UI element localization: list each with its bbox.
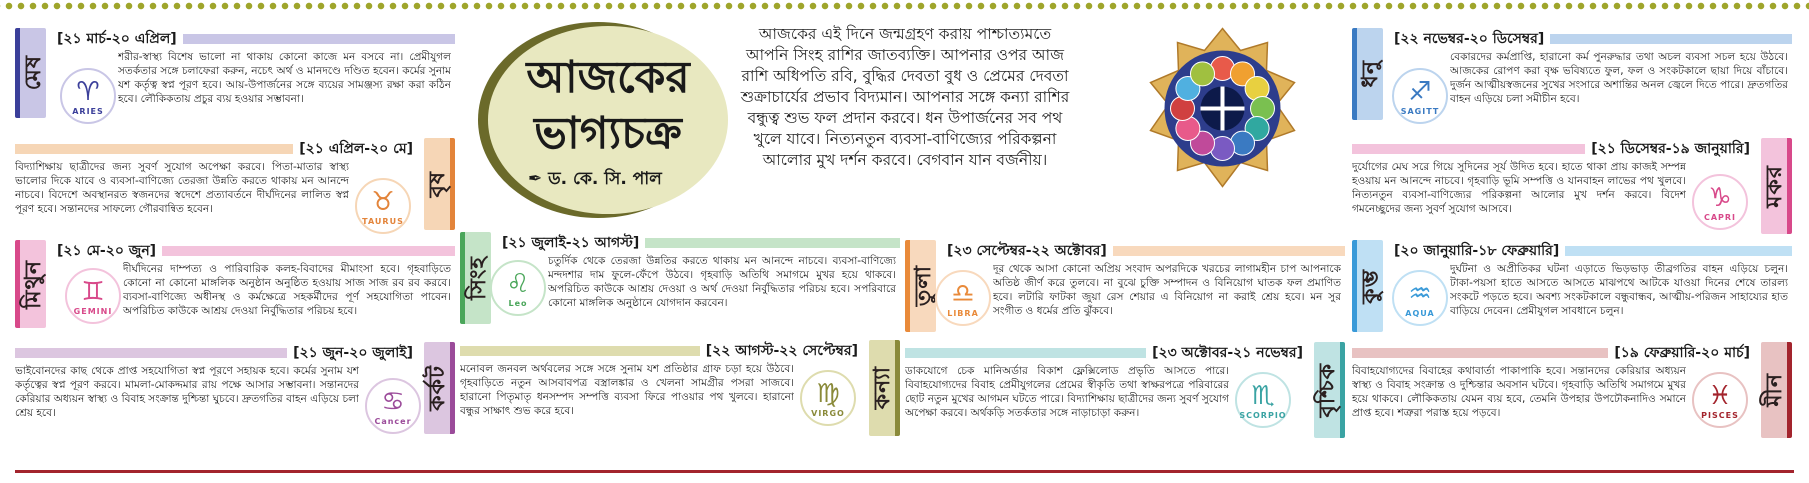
date-bar [183, 34, 455, 44]
author-name: ড. কে. সি. পাল [548, 169, 662, 189]
sign-name: মীন [1761, 373, 1787, 407]
sign-name: মকর [1761, 164, 1787, 208]
sign-dates: [২১ জুন-২০ জুলাই] [293, 345, 413, 361]
page-title-line2: ভাগ্যচক্র [534, 108, 682, 159]
sign-name-tab-kanya [869, 340, 900, 436]
zodiac-label: ARIES [72, 106, 104, 116]
zodiac-symbol: ♋ [381, 386, 405, 417]
zodiac-label: PISCES [1701, 410, 1739, 420]
date-row-mithun [51, 240, 455, 262]
tula-zodiac-icon [935, 270, 991, 326]
date-bar [1352, 144, 1585, 154]
sign-dates: [২৩ সেপ্টেম্বর-২২ অক্টোবর] [947, 243, 1107, 259]
pen-icon: ✒ [528, 169, 543, 189]
sign-name-tab-mesh [15, 28, 46, 118]
zodiac-label: VIRGO [811, 408, 845, 418]
sign-section-mithun [15, 240, 455, 336]
sign-section-mesh [15, 28, 455, 132]
date-row-kanya [460, 340, 864, 362]
meen-zodiac-icon [1692, 372, 1748, 428]
zodiac-label: SAGITT [1400, 106, 1440, 116]
date-bar [1565, 246, 1792, 256]
sign-name-tab-meen [1761, 342, 1792, 438]
sign-name: কর্কট [424, 365, 450, 411]
date-row-makar [1352, 138, 1756, 160]
sign-dates: [২০ জানুয়ারি-১৮ ফেব্রুয়ারি] [1394, 243, 1560, 259]
zodiac-label: AQUA [1405, 308, 1435, 318]
sign-name: মিথুন [20, 259, 46, 309]
sign-name: তুলা [910, 265, 936, 307]
sign-section-kumbha [1352, 240, 1792, 336]
horoscope-text-kumbha: দুর্ঘটনা ও অপ্রীতিকর ঘটনা এড়াতে ভিড়ভাড় তীব্রগতির বাহন এড়িয়ে চলুন। টাকা-পয়সা হাতে আসতে আসতে মাঝপথে আটকে যাওয়া দিনের শেষে তারল্য সংকটে পড়তে হবে। অবশ্য সংকটকালে বন্ধুবান্ধব, আত্মীয়-পরিজন সাহায্যের হাত বাড়িয়ে দেবেন। প্রেমীযুগল সাবধানে চলুন। [1450, 263, 1788, 317]
sign-section-brischik [905, 342, 1345, 452]
zodiac-label: GEMINI [73, 306, 113, 316]
sign-section-kanya [460, 340, 900, 450]
zodiac-label: LIBRA [947, 308, 979, 318]
sign-name: মেষ [20, 55, 46, 91]
zodiac-wheel-icon [1140, 26, 1305, 191]
date-bar [15, 348, 287, 358]
zodiac-label: TAURUS [362, 216, 404, 226]
zodiac-symbol: ♏ [1251, 380, 1275, 411]
zodiac-symbol: ♐ [1408, 76, 1432, 107]
kanya-zodiac-icon [800, 370, 856, 426]
horoscope-text-mesh: শরীর-স্বাস্থ্য বিশেষ ভালো না থাকায় কোনো কাজে মন বসবে না। প্রেমীযুগল সতর্কতার সঙ্গে চলাফেরা করুন, নচেৎ অর্থ ও মানদণ্ডে দণ্ডিত হবেন। কর্মের সুনাম যশ কর্তৃত্ব স্বপ্ন পূরণ হবে। আয়-উপার্জনের সঙ্গে ব্যয়ের সামঞ্জস্য রক্ষা করা কঠিন হবে। লৌকিকতায় প্রচুর ব্যয় হওয়ার সম্ভাবনা। [118, 51, 451, 105]
sign-name-tab-makar [1761, 138, 1792, 234]
brischik-zodiac-icon [1235, 372, 1291, 428]
horoscope-text-karkat: ভাইবোনদের কাছ থেকে প্রাপ্ত সহযোগিতা স্বপ্ন পূরণে সহায়ক হবে। কর্মের সুনাম যশ কর্তৃত্বের স্বপ্ন পূরণ করবে। মামলা-মোকদ্দমার রায় পক্ষে আসার সম্ভাবনা। সন্তানদের কেরিয়ার অধ্যয়ন স্বাস্থ্য ও বিবাহ সংক্রান্ত দুশ্চিন্তা ঘুচবে। দ্রুতগতির বাহন এড়িয়ে চলা শ্রেয় হবে। [15, 365, 359, 419]
sign-dates: [২২ নভেম্বর-২০ ডিসেম্বর] [1394, 31, 1545, 47]
horoscope-text-brisha: বিদ্যাশিক্ষায় ছাত্রীদের জন্য সুবর্ণ সুযোগ অপেক্ষা করবে। পিতা-মাতার স্বাস্থ্য ভালোর দিকে যাবে ও ব্যবসা-বাণিজ্যে তেরজা উন্নতি করতে থাকায় মন আনন্দে নাচবে। বিদেশে অবস্থানরত স্বজনদের স্বদেশে প্রত্যাবর্তনে দীর্ঘদিনের লালিত স্বপ্ন পূরণ হবে। সন্তানদের সাফল্যে গৌরবান্বিত হবেন। [15, 161, 349, 215]
date-row-dhanu [1388, 28, 1792, 50]
sign-dates: [১৯ ফেব্রুয়ারি-২০ মার্চ] [1614, 345, 1750, 361]
sign-dates: [২২ আগস্ট-২২ সেপ্টেম্বর] [705, 343, 858, 359]
date-row-mesh [51, 28, 455, 50]
sign-name-tab-karkat [424, 342, 455, 434]
date-bar [1550, 34, 1792, 44]
brisha-zodiac-icon [355, 178, 411, 234]
date-row-meen [1352, 342, 1756, 364]
makar-zodiac-icon [1692, 174, 1748, 230]
sign-name-tab-kumbha [1352, 240, 1383, 332]
intro-paragraph: আজকের এই দিনে জন্মগ্রহণ করায় পাশ্চাত্যমতে আপনি সিংহ রাশির জাতব্যক্তি। আপনার ওপর আজ রাশি অধিপতি রবি, বুদ্ধির দেবতা বুধ ও প্রেমের দেবতা শুক্রাচার্যের প্রভাব বিদ্যমান। আপনার সঙ্গে কন্যা রাশির বন্ধুত্ব শুভ ফল প্রদান করবে। ধন উপার্জনের সব পথ খুলে যাবে। নিত্যনতুন ব্যবসা-বাণিজ্যের পরিকল্পনা আলোর মুখ দর্শন করবে। বেগবান যান বর্জনীয়। [740, 25, 1070, 169]
sign-name: বৃশ্চিক [1314, 362, 1340, 418]
mesh-zodiac-icon [60, 68, 116, 124]
author-byline [528, 166, 662, 194]
zodiac-symbol: ♌ [506, 268, 530, 299]
zodiac-label: CAPRI [1703, 212, 1737, 222]
sign-section-brisha [15, 138, 455, 238]
date-row-brisha [15, 138, 419, 160]
dotted-border [0, 0, 1809, 12]
page-title-line1: আজকের [526, 52, 690, 103]
sign-section-tula [905, 240, 1345, 336]
sign-name-tab-tula [905, 240, 936, 332]
bottom-rule [15, 470, 1794, 473]
zodiac-symbol: ♑ [1708, 182, 1732, 213]
date-bar [15, 144, 293, 154]
sign-section-meen [1352, 342, 1792, 452]
date-row-brischik [905, 342, 1309, 364]
date-bar [1352, 348, 1608, 358]
horoscope-text-dhanu: বেকারদের কর্মপ্রাপ্তি, হারানো কর্ম পুনরুদ্ধার তথা অচল ব্যবসা সচল হয়ে উঠবে। আজকের রোপণ করা বৃক্ষ ভবিষ্যতে ফুল, ফল ও সংকটকালে ছায়া দিয়ে বাঁচাবে। দুর্জন আত্মীয়স্বজনের সুখের সংসারে অশান্তির অনল জ্বেলে দিতে পারে। দ্রুতগতির বাহন এড়িয়ে চলা সমীচীন হবে। [1450, 51, 1788, 105]
sign-name: সিংহ [465, 256, 491, 300]
karkat-zodiac-icon [365, 378, 421, 434]
zodiac-label: Cancer [374, 416, 412, 426]
sign-dates: [২১ মার্চ-২০ এপ্রিল] [57, 31, 177, 47]
dhanu-zodiac-icon [1392, 68, 1448, 124]
sign-dates: [২১ মে-২০ জুন] [57, 243, 157, 259]
mithun-zodiac-icon [65, 268, 121, 324]
date-bar [460, 346, 700, 356]
date-row-tula [941, 240, 1345, 262]
horoscope-text-tula: দূর থেকে আসা কোনো অপ্রিয় সংবাদ অপরদিকে খরচের লাগামহীন চাপ আপনাকে অতিষ্ঠ জীর্ণ করে তুলবে। না বুঝে চুক্তি সম্পাদন ও বিনিয়োগ ঘাতক ফল প্রমাণিত হবে। লটারি ফাটকা জুয়া রেস শেয়ার এ বিনিয়োগ না করাই শ্রেয় হবে। মন সুর সংগীত ও ধর্মের প্রতি ঝুঁকবে। [993, 263, 1341, 317]
sign-dates: [২১ জুলাই-২১ আগস্ট] [502, 235, 640, 251]
date-row-singha [496, 232, 900, 254]
sign-dates: [২৩ অক্টোবর-২১ নভেম্বর] [1152, 345, 1303, 361]
zodiac-label: Leo [508, 298, 528, 308]
sign-name: বৃষ [424, 170, 450, 198]
date-bar [1113, 246, 1345, 256]
sign-name: কুম্ভ [1357, 268, 1383, 304]
sign-dates: [২১ এপ্রিল-২০ মে] [299, 141, 413, 157]
sign-name-tab-brischik [1314, 342, 1345, 438]
date-bar [645, 238, 900, 248]
sign-dates: [২১ ডিসেম্বর-১৯ জানুয়ারি] [1591, 141, 1750, 157]
horoscope-text-meen: বিবাহযোগ্যদের বিবাহের কথাবার্তা পাকাপাকি হবে। সন্তানদের কেরিয়ার অধ্যয়ন স্বাস্থ্য ও বিবাহ সংক্রান্ত ও দুশ্চিন্তার অবসান ঘটবে। গৃহবাড়ি অতিথি সমাগমে মুখর হয়ে থাকবে। লৌকিকতায় যেমন ব্যয় হবে, তেমনি উপহার উপঢৌকনাদিও সমানে প্রাপ্ত হবে। শত্রুরা পরাস্ত হয়ে পড়বে। [1352, 365, 1686, 419]
date-row-kumbha [1388, 240, 1792, 262]
sign-name-tab-mithun [15, 240, 46, 328]
wheel-orb [1191, 62, 1215, 86]
zodiac-symbol: ♓ [1708, 380, 1732, 411]
zodiac-symbol: ♈ [76, 76, 100, 107]
zodiac-symbol: ♉ [371, 186, 395, 217]
horoscope-text-mithun: দীর্ঘদিনের দাম্পত্য ও পারিবারিক কলহ-বিবাদের মীমাংসা হবে। গৃহবাড়িতে কোনো না কোনো মাঙ্গলিক অনুষ্ঠান অনুষ্ঠিত হওয়ায় সাজ সাজ রব রব করবে। ব্যবসা-বাণিজ্যে অধীনস্থ ও কর্মক্ষেত্রে সহকর্মীদের পূর্ণ সহযোগিতা পাবেন। অপরিচিত কাউকে আশ্রয় দেওয়া নির্বুদ্ধিতার পরিচয় হবে। [123, 263, 451, 317]
sign-name-tab-singha [460, 232, 491, 324]
kumbha-zodiac-icon [1392, 270, 1448, 326]
horoscope-text-kanya: মনোবল জনবল অর্থবলের সঙ্গে সঙ্গে সুনাম যশ প্রতিষ্ঠার গ্রাফ চড়া হয়ে উঠবে। গৃহবাড়িতে নতুন আসবাবপত্র বস্ত্রালঙ্কার ও খেলনা সামগ্রীর পসরা সাজবে। হারানো পিতৃমাতৃ ধনসম্পদ সম্পত্তি ব্যবসা ফিরে পাওয়ার পথ খুলবে। হারানো বন্ধুর সাক্ষাৎ শুভ করে হবে। [460, 363, 794, 417]
zodiac-symbol: ♎ [951, 278, 975, 309]
date-bar [905, 348, 1146, 358]
zodiac-symbol: ♊ [81, 276, 105, 307]
horoscope-text-brischik: ডাকযোগে চেক মানিঅর্ডার বিকাশ ফ্লেক্সিলোড প্রভৃতি আসতে পারে। বিবাহযোগ্যদের বিবাহ প্রেমীযুগলের প্রেমের স্বীকৃতি তথা স্বাক্ষরপত্রে পরিবারের ছোট নতুন মুখের আগমন ঘটতে পারে। বিদ্যাশিক্ষায় ছাত্রীদের জন্য সুবর্ণ সুযোগ অপেক্ষা করবে। অর্থকড়ি সতর্কতার সঙ্গে নাড়াচাড়া করুন। [905, 365, 1229, 419]
sign-section-makar [1352, 138, 1792, 238]
zodiac-symbol: ♍ [816, 378, 840, 409]
sign-name: ধনু [1357, 60, 1383, 88]
date-bar [162, 246, 455, 256]
horoscope-text-singha: চতুর্দিক থেকে তেরজা উন্নতির করতে থাকায় মন আনন্দে নাচবে। ব্যবসা-বাণিজ্যে মন্দদশার দাম ফুলে-ফেঁপে উঠবে। গৃহবাড়ি অতিথি সমাগমে মুখর হয়ে থাকবে। অপরিচিত কাউকে আশ্রয় দেওয়া ও অর্থ দেওয়া নির্বুদ্ধিতার পরিচয় হবে। সপরিবারে কোনো মাঙ্গলিক অনুষ্ঠানে যোগদান করবেন। [548, 255, 896, 309]
sign-section-singha [460, 232, 900, 332]
horoscope-text-makar: দুর্যোগের মেঘ সরে গিয়ে সুদিনের সূর্য উদিত হবে। হাতে থাকা প্রায় কাজই সম্পন্ন হওয়ায় মন আনন্দে নাচবে। গৃহবাড়ি ভূমি সম্পত্তি ও যানবাহন লাভের পথ খুলবে। নিত্যনতুন ব্যবসা-বাণিজ্যের পরিকল্পনা আলোর মুখ দর্শন করবে। বিদেশ গমনেচ্ছুদের জন্য সুবর্ণ সুযোগ আসবে। [1352, 161, 1686, 215]
sign-section-karkat [15, 342, 455, 452]
zodiac-symbol: ♒ [1408, 278, 1432, 309]
sign-name-tab-brisha [424, 138, 455, 230]
zodiac-label: SCORPIO [1239, 410, 1287, 420]
date-row-karkat [15, 342, 419, 364]
sign-name-tab-dhanu [1352, 28, 1383, 120]
sign-name: কন্যা [869, 366, 895, 410]
singha-zodiac-icon [490, 260, 546, 316]
sign-section-dhanu [1352, 28, 1792, 132]
